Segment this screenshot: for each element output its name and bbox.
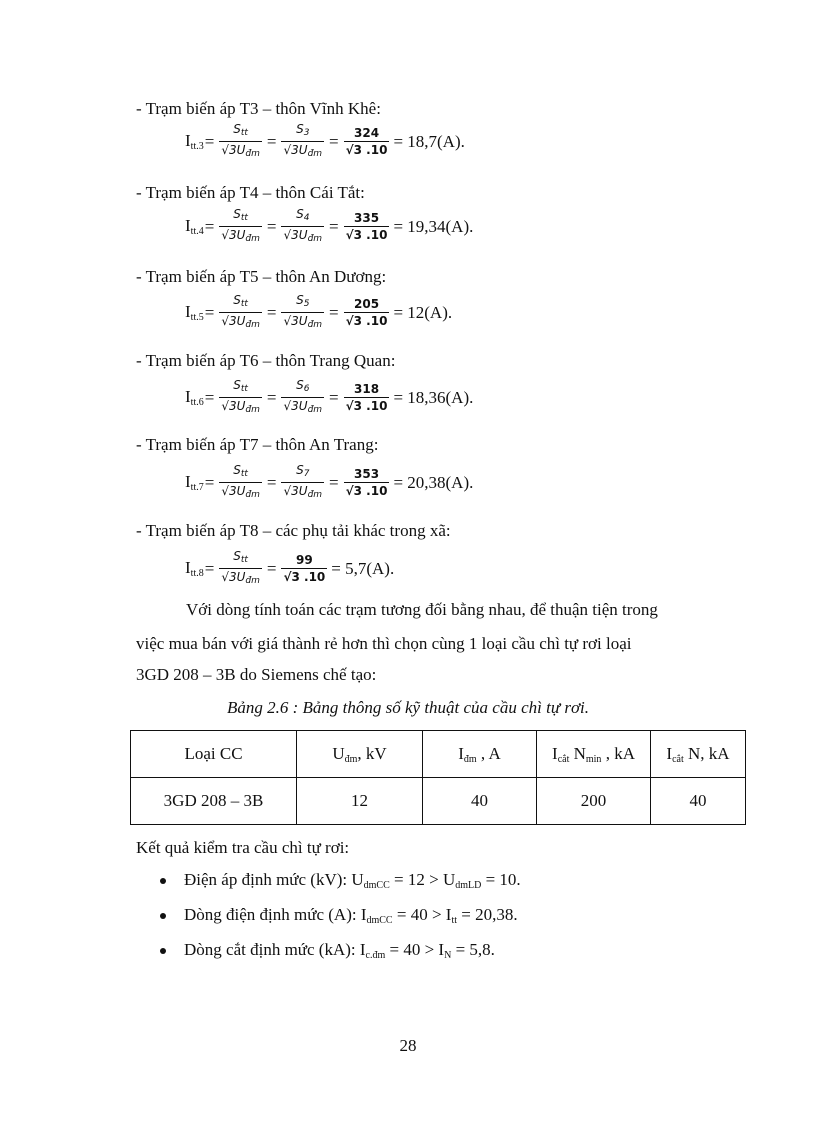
- table-header-row: [131, 731, 746, 778]
- table-caption: Bảng 2.6 : Bảng thông số kỹ thuật của cầu chì tự rơi.: [226, 698, 590, 717]
- station-t4-formula: $I_{tt.4}$ = $\frac{S_{tt}}{√3U_{đm}}$ = $\frac{S_4}{√3U_{đm}}$ = $\frac{335}{√3 .10}$ = 19,34(A).: [185, 207, 474, 244]
- station-t3-result: = 18,7(A).: [393, 131, 465, 151]
- fuse-spec-table: [130, 730, 746, 825]
- station-t4-heading: - Trạm biến áp T4 – thôn Cái Tắt:: [136, 183, 365, 202]
- table-cell: 40: [423, 778, 537, 825]
- paragraph-line-1: Với dòng tính toán các trạm tương đối bằng nhau, để thuận tiện trong: [186, 600, 658, 619]
- bullet-dot-icon: [160, 913, 166, 919]
- bullet-dot-icon: [160, 878, 166, 884]
- table-cell: 12: [297, 778, 423, 825]
- station-t8-heading: - Trạm biến áp T8 – các phụ tải khác trong xã:: [136, 521, 451, 540]
- station-t5-heading: - Trạm biến áp T5 – thôn An Dương:: [136, 267, 387, 286]
- station-t7-result: = 20,38(A).: [393, 472, 474, 492]
- station-t5-result: = 12(A).: [393, 302, 453, 322]
- table-cell: 3GD 208 – 3B: [131, 778, 297, 825]
- bullet-dot-icon: [160, 948, 166, 954]
- station-t3-heading: - Trạm biến áp T3 – thôn Vĩnh Khê:: [136, 99, 381, 118]
- page-number: 28: [399, 1036, 417, 1055]
- station-t7-heading: - Trạm biến áp T7 – thôn An Trang:: [136, 435, 379, 454]
- table-cell: 40: [651, 778, 746, 825]
- header-cell: Loại CC: [131, 731, 297, 778]
- station-t8-result: = 5,7(A).: [331, 558, 395, 578]
- header-cell: $U_{đm}$, kV: [297, 731, 423, 778]
- header-cell: $I_{cắt}$ $N_{min}$ , kA: [537, 731, 651, 778]
- header-cell: $I_{cắt}$ N, kA: [651, 731, 746, 778]
- paragraph-line-2: việc mua bán với giá thành rẻ hơn thì chọn cùng 1 loại cầu chì tự rơi loại: [136, 634, 632, 653]
- station-t4-result: = 19,34(A).: [393, 216, 474, 236]
- station-t6-formula: $I_{tt.6}$ = $\frac{S_{tt}}{√3U_{đm}}$ = $\frac{S_6}{√3U_{đm}}$ = $\frac{318}{√3 .10}$ = 18,36(A).: [185, 378, 474, 415]
- bullet-voltage: Điện áp định mức (kV): $U_{dmCC} = 12 > U_{dmLD} = 10$.: [160, 870, 521, 891]
- station-t7-formula: $I_{tt.7}$ = $\frac{S_{tt}}{√3U_{đm}}$ = $\frac{S_7}{√3U_{đm}}$ = $\frac{353}{√3 .10}$ = 20,38(A).: [185, 463, 474, 500]
- station-t6-heading: - Trạm biến áp T6 – thôn Trang Quan:: [136, 351, 396, 370]
- station-t8-formula: $I_{tt.8}$ = $\frac{S_{tt}}{√3U_{đm}}$ = $\frac{99}{√3 .10}$ = 5,7(A).: [185, 549, 395, 586]
- table-row: [131, 778, 746, 825]
- check-title: Kết quả kiểm tra cầu chì tự rơi:: [136, 838, 350, 857]
- station-t6-result: = 18,36(A).: [393, 387, 474, 407]
- header-cell: $I_{đm}$ , A: [423, 731, 537, 778]
- paragraph-line-3: 3GD 208 – 3B do Siemens chế tạo:: [136, 665, 377, 684]
- bullet-current: Dòng điện định mức (A): $I_{dmCC} = 40 > I_{tt} = 20,38$.: [160, 905, 518, 926]
- bullet-breaking-current: Dòng cắt định mức (kA): $I_{c.đm} = 40 > I_N = 5,8$.: [160, 940, 495, 961]
- station-t5-formula: $I_{tt.5}$ = $\frac{S_{tt}}{√3U_{đm}}$ = $\frac{S_5}{√3U_{đm}}$ = $\frac{205}{√3 .10}$ = 12(A).: [185, 293, 453, 330]
- station-t3-formula: $I_{tt.3}$ = $\frac{S_{tt}}{√3U_{đm}}$ = $\frac{S_3}{√3U_{đm}}$ = $\frac{324}{√3 .10}$ = 18,7(A).: [185, 122, 465, 159]
- table-cell: 200: [537, 778, 651, 825]
